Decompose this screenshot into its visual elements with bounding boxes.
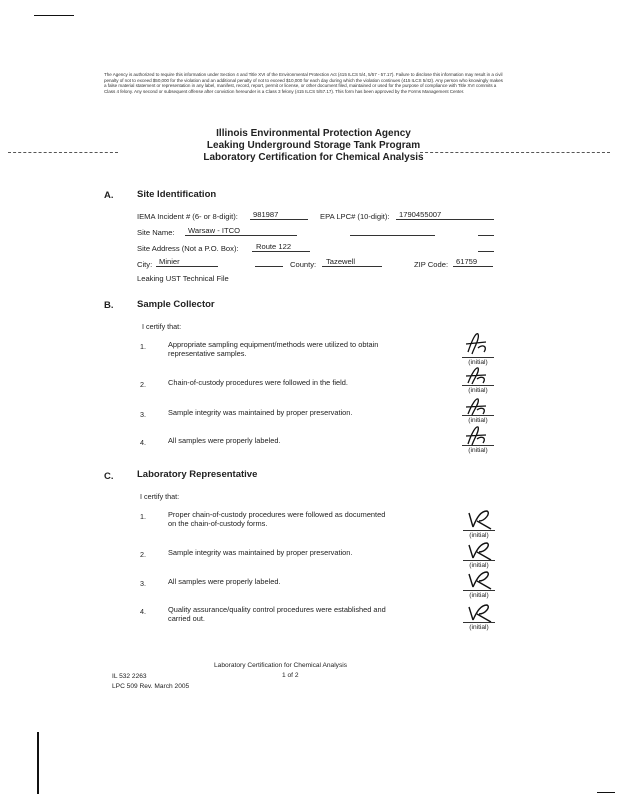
c-initial-3-label: (initial) <box>469 592 489 599</box>
legal-notice: The Agency is authorized to require this information under Section 4 and Title XVI of the Environmental Protection Act (415 ILCS 5/4, 5/57 - 57.17). Failure to disclose this information may result in a civil penalty of not to exceed $50,000 for the violation and an additional penalty of not to exceed $10,000 for each day during which the violation continues (415 ILCS 5/42). Any person who knowingly makes a false material statement or representation in any label, manifest, record, report, permit or license, or other document filed, maintained or used for the purpose of compliance with Title XVI commits a Class 4 felony. Any second or subsequent offense after conviction hereunder is a Class 3 felony (415 ILCS 5/57.17). This form has been approved by the Forms Management Center. <box>104 72 503 94</box>
site-address-value: Route 122 <box>256 242 292 251</box>
c-item-1-num: 1. <box>140 512 146 521</box>
b-item-2-num: 2. <box>140 380 146 389</box>
c-initial-4-line <box>463 622 495 623</box>
b-initial-2-line <box>462 385 494 386</box>
c-initial-3-signature <box>465 569 495 591</box>
site-address-underline <box>252 251 310 252</box>
iema-label: IEMA Incident # (6- or 8-digit): <box>137 212 238 221</box>
b-item-2-text: Chain-of-custody procedures were followed in the field. <box>168 378 348 387</box>
lust-file-label: Leaking UST Technical File <box>137 274 229 283</box>
b-initial-1-line <box>462 357 494 358</box>
c-item-4-text: Quality assurance/quality control procedures were established and carried out. <box>168 605 386 623</box>
c-initial-1-signature <box>465 507 495 531</box>
c-item-3-text: All samples were properly labeled. <box>168 577 281 586</box>
c-item-3-num: 3. <box>140 579 146 588</box>
city-underline <box>156 266 218 267</box>
scan-mark-left-edge <box>37 732 39 794</box>
site-address-underline-2 <box>478 251 494 252</box>
c-initial-1-label: (initial) <box>469 532 489 539</box>
epa-lpc-label: EPA LPC# (10-digit): <box>320 212 390 221</box>
site-name-label: Site Name: <box>137 228 175 237</box>
site-name-underline-3 <box>478 235 494 236</box>
c-initial-4-signature <box>465 602 495 624</box>
section-b-title: Sample Collector <box>137 299 215 310</box>
site-name-value: Warsaw - ITCO <box>188 226 241 235</box>
footer-code-1: IL 532 2263 <box>112 673 147 680</box>
epa-lpc-underline <box>396 219 494 220</box>
footer-title: Laboratory Certification for Chemical Analysis <box>214 662 348 669</box>
b-initial-4-line <box>462 445 494 446</box>
b-initial-4-label: (initial) <box>468 447 488 454</box>
b-item-3-num: 3. <box>140 410 146 419</box>
county-underline <box>322 266 382 267</box>
county-label: County: <box>290 260 317 269</box>
city-underline-2 <box>255 266 283 267</box>
c-item-2-num: 2. <box>140 550 146 559</box>
agency-title: Illinois Environmental Protection Agency <box>216 128 411 139</box>
b-initial-2-label: (initial) <box>468 387 488 394</box>
b-item-3-text: Sample integrity was maintained by proper preservation. <box>168 408 353 417</box>
b-initial-3-label: (initial) <box>468 417 488 424</box>
b-initial-1-label: (initial) <box>468 359 488 366</box>
section-a-title: Site Identification <box>137 189 217 200</box>
c-item-1-text: Proper chain-of-custody procedures were followed as documented on the chain-of-custody forms. <box>168 510 386 528</box>
zip-underline <box>453 266 493 267</box>
c-item-2-text: Sample integrity was maintained by proper preservation. <box>168 548 353 557</box>
epa-lpc-value: 1790455007 <box>399 210 442 219</box>
scan-mark-bottom-right <box>597 792 615 793</box>
c-initial-1-line <box>463 530 495 531</box>
site-name-underline-2 <box>350 235 435 236</box>
b-item-4-text: All samples were properly labeled. <box>168 436 281 445</box>
zip-label: ZIP Code: <box>414 260 449 269</box>
b-initial-3-line <box>462 415 494 416</box>
c-initial-2-line <box>463 560 495 561</box>
scan-mark-top-left <box>34 15 74 16</box>
footer-page: 1 of 2 <box>282 672 299 679</box>
county-value: Tazewell <box>326 257 356 266</box>
site-address-label: Site Address (Not a P.O. Box): <box>137 244 239 253</box>
b-initial-1-signature <box>462 330 492 358</box>
b-initial-2-signature <box>462 365 492 387</box>
b-item-1-num: 1. <box>140 342 146 351</box>
section-b-letter: B. <box>104 300 114 311</box>
form-title: Laboratory Certification for Chemical Analysis <box>203 152 424 163</box>
c-initial-4-label: (initial) <box>469 624 489 631</box>
zip-value: 61759 <box>456 257 478 266</box>
section-a-letter: A. <box>104 190 114 201</box>
c-initial-2-signature <box>465 540 495 562</box>
section-c-certify: I certify that: <box>140 492 180 501</box>
section-c-title: Laboratory Representative <box>137 469 258 480</box>
c-initial-2-label: (initial) <box>469 562 489 569</box>
section-c-letter: C. <box>104 471 114 482</box>
b-item-1-text: Appropriate sampling equipment/methods were utilized to obtain representative samples. <box>168 340 379 358</box>
b-item-4-num: 4. <box>140 438 146 447</box>
c-initial-3-line <box>463 590 495 591</box>
section-b-certify: I certify that: <box>142 322 182 331</box>
footer-code-2: LPC 509 Rev. March 2005 <box>112 683 190 690</box>
site-name-underline <box>185 235 297 236</box>
iema-value: 981987 <box>253 210 279 219</box>
c-item-4-num: 4. <box>140 607 146 616</box>
iema-underline <box>250 219 308 220</box>
city-value: Minier <box>159 257 180 266</box>
program-title: Leaking Underground Storage Tank Program <box>206 140 421 151</box>
city-label: City: <box>137 260 153 269</box>
